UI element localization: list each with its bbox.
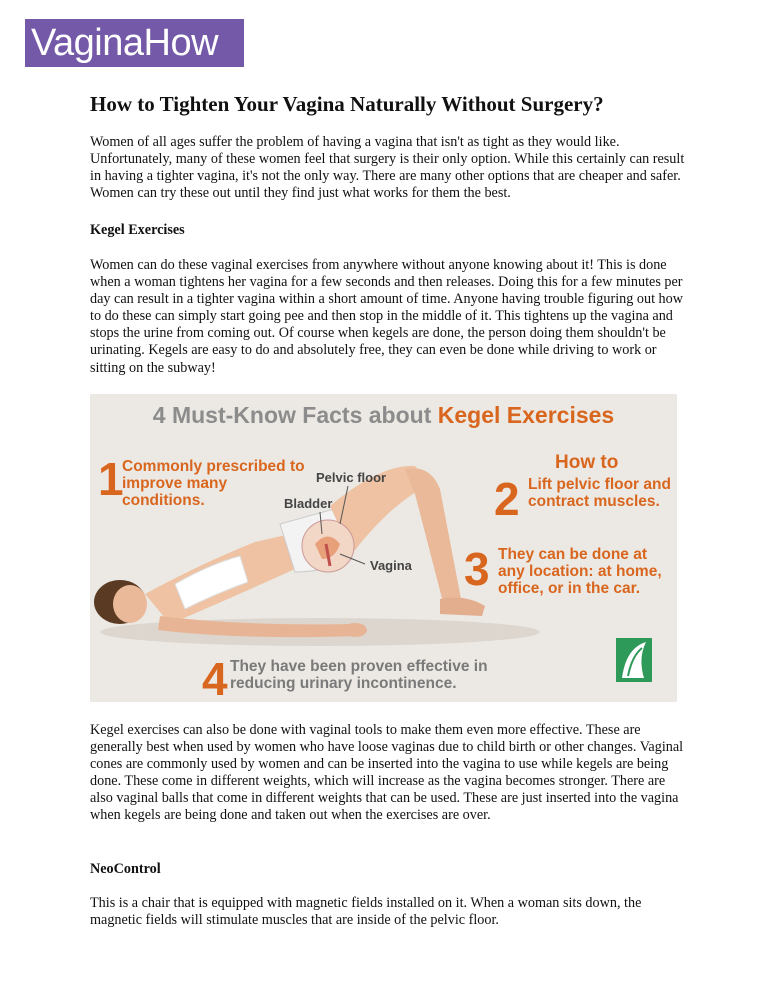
- infographic-title-prefix: 4 Must-Know Facts about: [152, 402, 438, 428]
- section-heading-neocontrol: NeoControl: [90, 861, 161, 877]
- intro-paragraph: Women of all ages suffer the problem of having a vagina that isn't as tight as they would like. Unfortunately, many of these women feel that surgery is their only option. While this certainly can result in having a tighter vagina, it's not the only way. There are many other options that are cheaper and safer. Women can try these out until they find just what works for them the best.: [90, 134, 685, 202]
- label-bladder: Bladder: [284, 496, 333, 511]
- kegel-paragraph: Women can do these vaginal exercises from anywhere without anyone knowing about it! This is done when a woman tightens her vagina for a few seconds and then releases. Doing this for a few minutes per day can result in a tighter vagina within a short amount of time. Anyone having trouble figuring out how to do these can simply start going pee and then stop in the middle of it. This tightens up the vagina and stops the urine from coming out. Of course when kegels are done, the person doing them shouldn't be urinating. Kegels are easy to do and absolutely free, they can even be done while driving to work or sitting on the subway!: [90, 257, 683, 376]
- brand-leaf-icon: [616, 638, 652, 682]
- fact-number-3: 3: [464, 543, 490, 595]
- label-pelvic-floor: Pelvic floor: [316, 470, 387, 485]
- article-title: How to Tighten Your Vagina Naturally Without Surgery?: [90, 92, 604, 116]
- label-vagina: Vagina: [370, 558, 412, 573]
- fact-number-2: 2: [494, 473, 520, 525]
- fact-number-4: 4: [202, 653, 228, 702]
- section-heading-kegel: Kegel Exercises: [90, 222, 185, 238]
- how-to-label: How to: [555, 452, 619, 473]
- fact-number-1: 1: [98, 453, 124, 505]
- fact-text-3: They can be done at any location: at home, office, or in the car.: [498, 546, 662, 597]
- neocontrol-paragraph: This is a chair that is equipped with magnetic fields installed on it. When a woman sits down, the magnetic fields will stimulate muscles that are inside of the pelvic floor.: [90, 895, 642, 929]
- site-logo[interactable]: VaginaHow: [25, 19, 244, 67]
- fact-text-4: They have been proven effective in reducing urinary incontinence.: [230, 658, 488, 692]
- fact-text-1: Commonly prescribed to improve many conditions.: [122, 458, 305, 509]
- infographic-title-accent: Kegel Exercises: [437, 402, 615, 428]
- infographic-title: [90, 402, 677, 429]
- kegel-tools-paragraph: Kegel exercises can also be done with vaginal tools to make them even more effective. These are generally best when used by women who have loose vaginas due to child birth or other changes. Vaginal cones are commonly used by women and can be inserted into the vagina to use while kegels are being done. These come in different weights, which will increase as the vagina becomes stronger. There are also vaginal balls that come in different weights that can be used. These are just inserted into the vagina when kegels are being done and taken out when the exercises are over.: [90, 722, 684, 824]
- kegel-infographic: [90, 394, 677, 702]
- fact-text-2: Lift pelvic floor and contract muscles.: [528, 476, 671, 510]
